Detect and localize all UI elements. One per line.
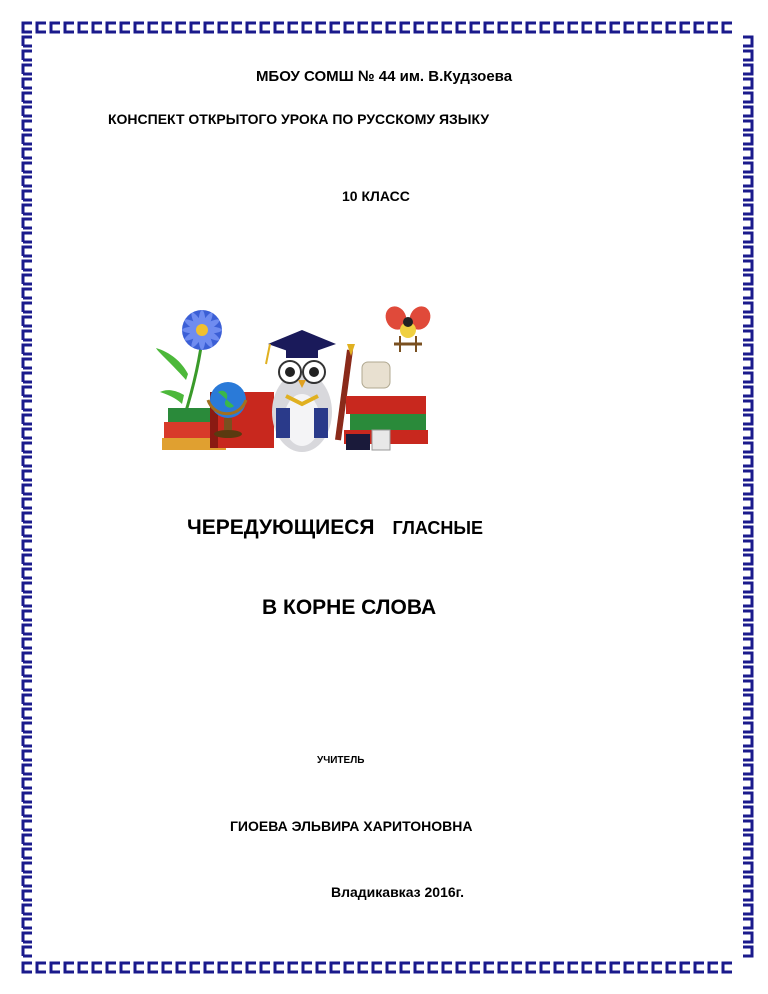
teacher-label: УЧИТЕЛЬ — [317, 755, 365, 766]
school-illustration — [150, 300, 440, 460]
teacher-name: ГИОЕВА ЭЛЬВИРА ХАРИТОНОВНА — [230, 818, 473, 834]
ladybug-icon — [382, 303, 434, 352]
topic-title-line-1 — [187, 516, 483, 540]
graduation-cap-icon — [266, 330, 336, 364]
grade-label: 10 КЛАСС — [342, 188, 410, 204]
owl-icon — [272, 361, 332, 452]
topic-title-line-2: В КОРНЕ СЛОВА — [262, 596, 437, 619]
document-subtitle: КОНСПЕКТ ОТКРЫТОГО УРОКА ПО РУССКОМУ ЯЗЫКУ — [108, 111, 490, 127]
topic-word-1: ЧЕРЕДУЮЩИЕСЯ — [187, 516, 375, 539]
city-year: Владикавказ 2016г. — [331, 884, 464, 900]
scroll-icon — [362, 362, 390, 388]
topic-word-2: ГЛАСНЫЕ — [392, 518, 484, 538]
school-name: МБОУ СОМШ № 44 им. В.Кудзоева — [255, 68, 513, 85]
